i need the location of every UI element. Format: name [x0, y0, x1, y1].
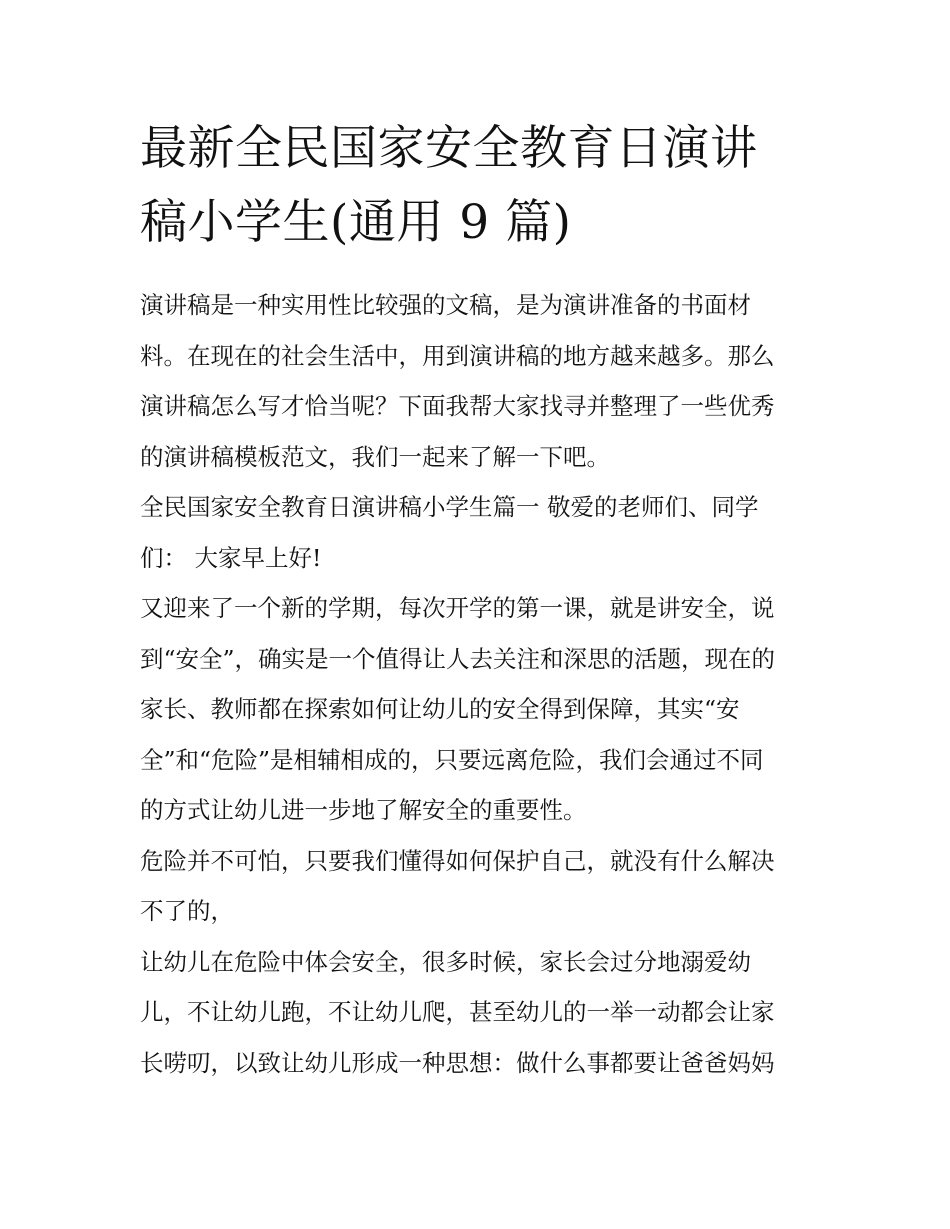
text-line: 的方式让幼儿进一步地了解安全的重要性。 — [140, 796, 587, 824]
title-line: 最新全民国家安全教育日演讲 — [140, 121, 758, 176]
text-line: 演讲稿是一种实用性比较强的文稿，是为演讲准备的书面材 — [140, 291, 751, 319]
text-line: 危险并不可怕，只要我们懂得如何保护自己，就没有什么解决 — [140, 846, 775, 875]
document-content — [140, 112, 812, 1088]
text-line: 让幼儿在危险中体会安全，很多时候，家长会过分地溺爱幼 — [140, 947, 751, 976]
text-line: 们： 大家早上好! — [140, 543, 322, 572]
text-line: 的演讲稿模板范文，我们一起来了解一下吧。 — [140, 442, 610, 471]
text-line: 又迎来了一个新的学期，每次开学的第一课，就是讲安全，说 — [140, 594, 775, 622]
text-line: 长唠叨，以致让幼儿形成一种思想：做什么事都要让爸爸妈妈 — [140, 1048, 775, 1077]
text-line: 全”和“危险”是相辅相成的，只要远离危险，我们会通过不同 — [140, 745, 764, 774]
text-line: 不了的， — [140, 897, 234, 925]
text-line: 演讲稿怎么写才恰当呢？下面我帮大家找寻并整理了一些优秀 — [140, 392, 775, 420]
text-line: 到“安全”，确实是一个值得让人去关注和深思的活题，现在的 — [140, 644, 776, 673]
title-line: 稿小学生(通用 9 篇) — [140, 195, 572, 250]
paragraph-new-semester — [140, 583, 812, 836]
paragraph-intro — [140, 280, 812, 482]
paragraph-experience-safety — [140, 937, 812, 1089]
document-title — [140, 112, 812, 260]
paragraph-danger — [140, 836, 812, 937]
text-line: 料。在现在的社会生活中，用到演讲稿的地方越来越多。那么 — [140, 341, 775, 370]
paragraph-speech-heading — [140, 482, 812, 583]
text-line: 儿，不让幼儿跑，不让幼儿爬，甚至幼儿的一举一动都会让家 — [140, 998, 775, 1026]
text-line: 家长、教师都在探索如何让幼儿的安全得到保障，其实“安 — [140, 695, 740, 723]
text-line: 全民国家安全教育日演讲稿小学生篇一 敬爱的老师们、同学 — [140, 493, 759, 521]
document-body — [140, 280, 812, 1088]
